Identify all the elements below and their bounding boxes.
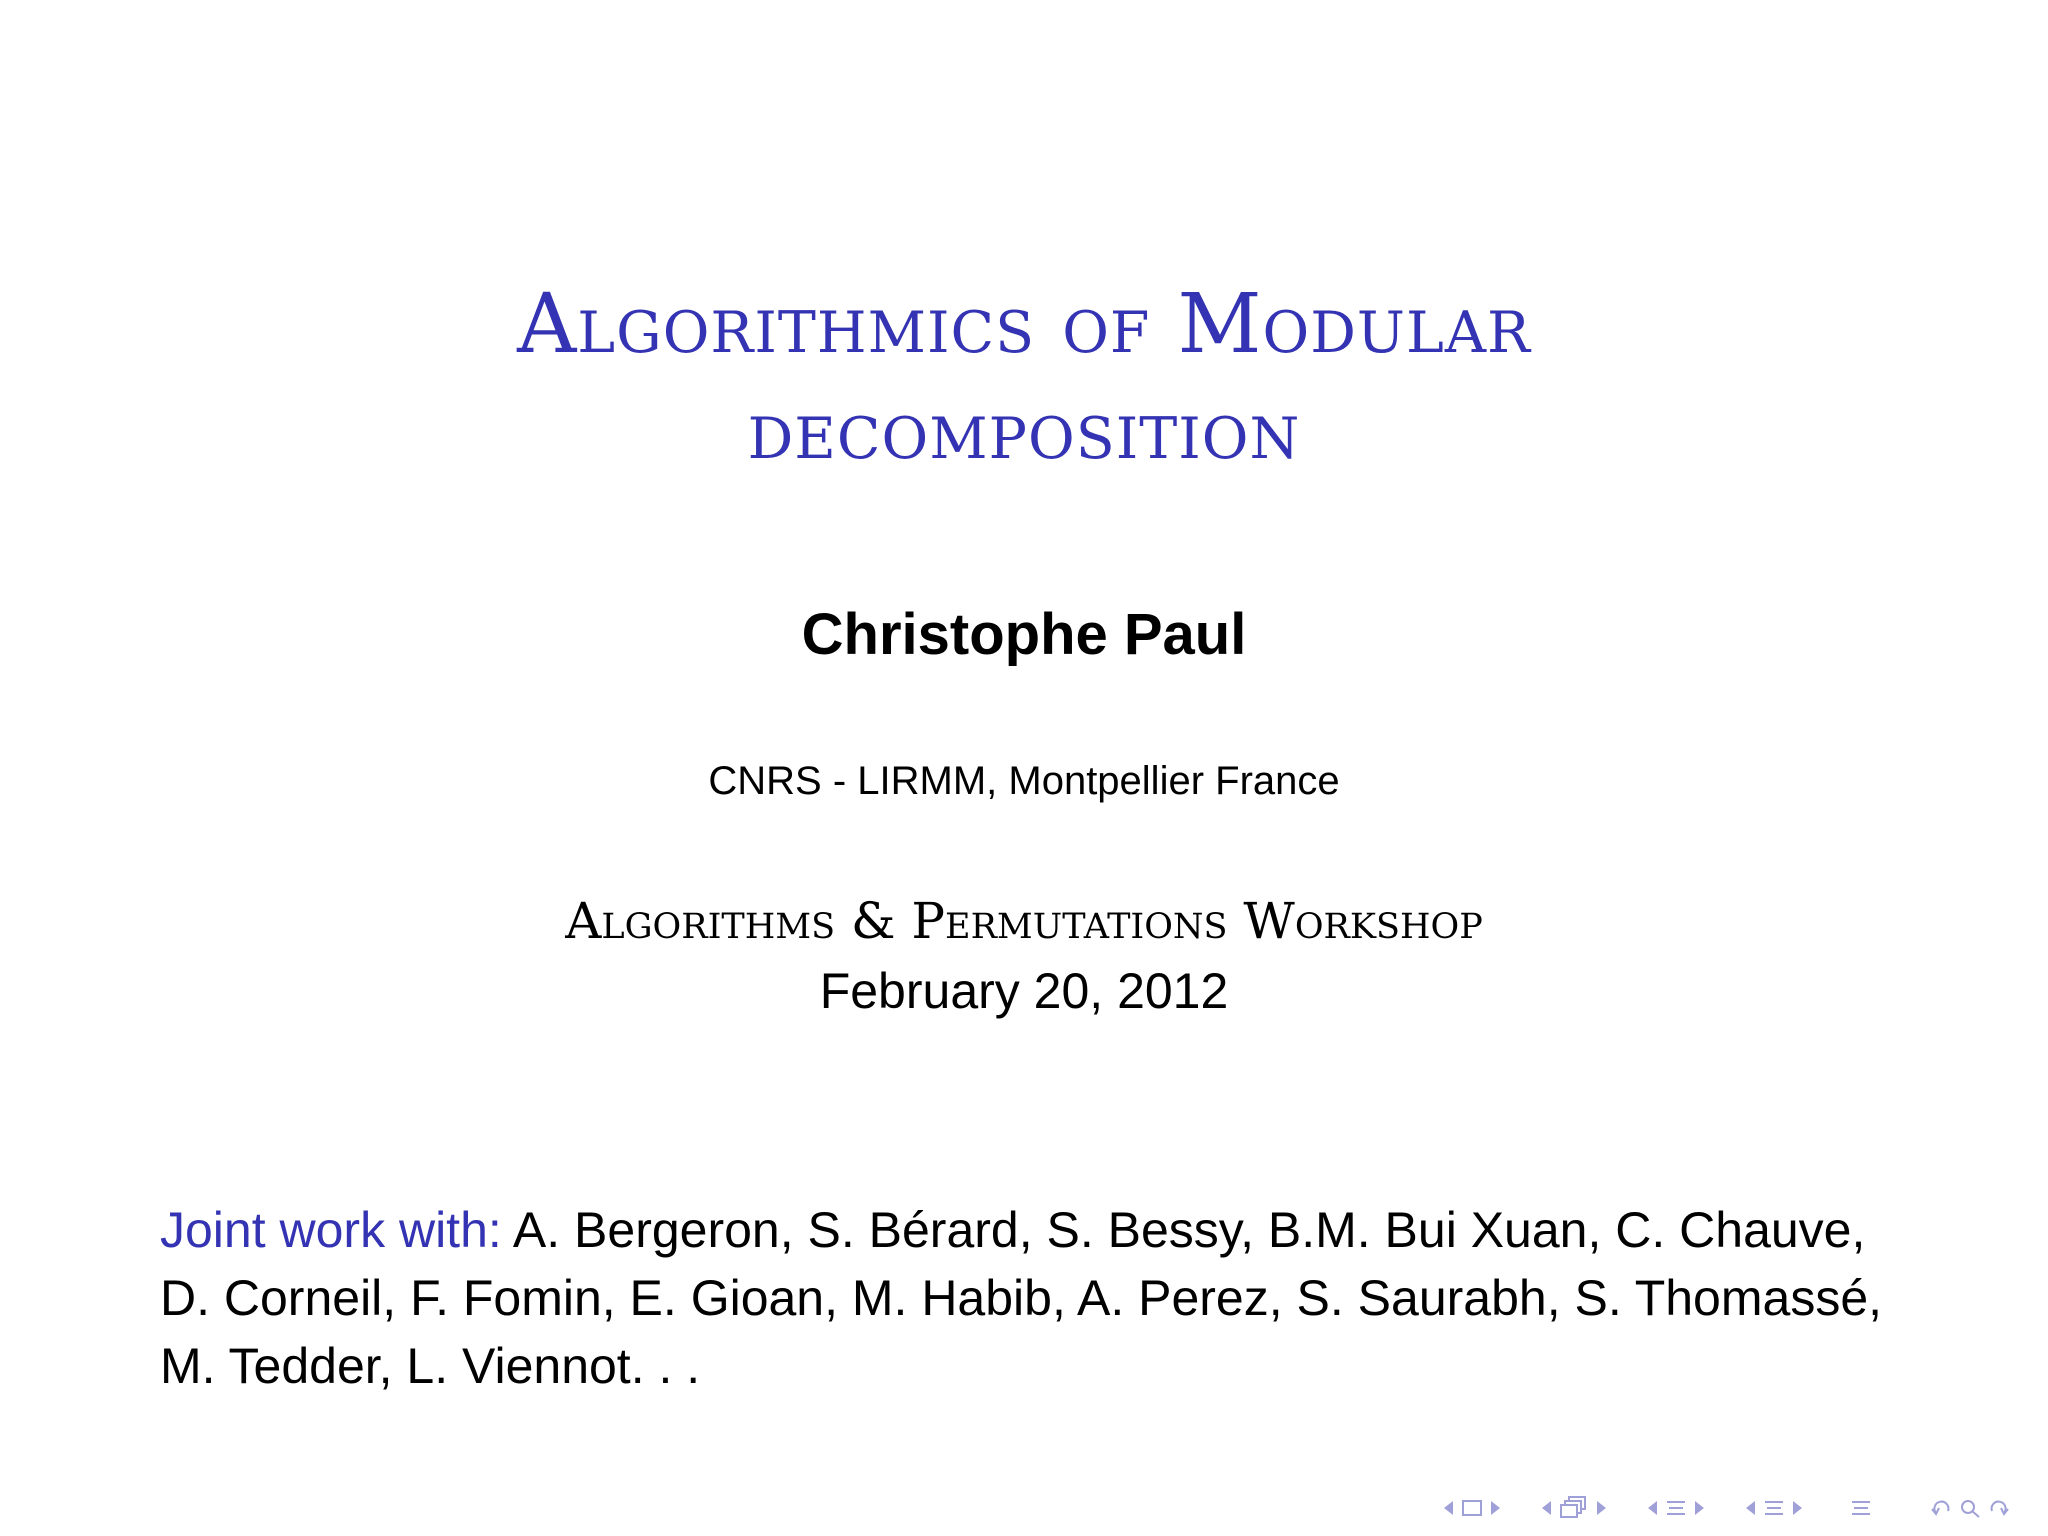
- title-line-2: decomposition: [747, 383, 1301, 478]
- part-nav-icon[interactable]: [1763, 1497, 1785, 1519]
- prev-section-icon[interactable]: [1648, 1501, 1657, 1515]
- next-part-icon[interactable]: [1793, 1501, 1802, 1515]
- event-name: Algorithms & Permutations Workshop: [565, 892, 1483, 950]
- section-list-icon[interactable]: [1850, 1497, 1872, 1519]
- next-subsection-icon[interactable]: [1597, 1501, 1606, 1515]
- subsection-nav[interactable]: [1534, 1495, 1614, 1521]
- joint-work-label: Joint work with:: [160, 1202, 502, 1258]
- title-line-1: Algorithmics of Modular: [517, 277, 1531, 372]
- section-nav-icon[interactable]: [1665, 1497, 1687, 1519]
- prev-subsection-icon[interactable]: [1542, 1501, 1551, 1515]
- prev-part-icon[interactable]: [1746, 1501, 1755, 1515]
- author-name: Christophe Paul: [801, 602, 1247, 667]
- history-search[interactable]: [1928, 1497, 2012, 1519]
- section-nav[interactable]: [1640, 1497, 1712, 1519]
- next-frame-icon[interactable]: [1491, 1501, 1500, 1515]
- author-affiliation: CNRS - LIRMM, Montpellier France: [708, 759, 1340, 803]
- beamer-navigation-bar: [1410, 1492, 2012, 1524]
- search-icon[interactable]: [1958, 1497, 1982, 1519]
- joint-work-names: A. Bergeron, S. Bérard, S. Bessy, B.M. Bui Xuan, C. Chauve, D. Corneil, F. Fomin, E. Gioan, M. Habib, A. Perez, S. Saurabh, S. Thomassé, M. Tedder, L. Viennot. . .: [160, 1202, 1883, 1394]
- slide-title: [0, 272, 2048, 484]
- subsection-nav-icon[interactable]: [1559, 1495, 1589, 1521]
- prev-frame-icon[interactable]: [1444, 1501, 1453, 1515]
- event-date: February 20, 2012: [819, 963, 1229, 1019]
- undo-icon[interactable]: [1928, 1497, 1954, 1519]
- redo-icon[interactable]: [1986, 1497, 2012, 1519]
- section-list[interactable]: [1850, 1497, 1872, 1519]
- frame-nav[interactable]: [1436, 1499, 1508, 1517]
- part-nav[interactable]: [1738, 1497, 1810, 1519]
- next-section-icon[interactable]: [1695, 1501, 1704, 1515]
- joint-work-paragraph: [160, 1196, 1900, 1400]
- frame-nav-icon[interactable]: [1461, 1499, 1483, 1517]
